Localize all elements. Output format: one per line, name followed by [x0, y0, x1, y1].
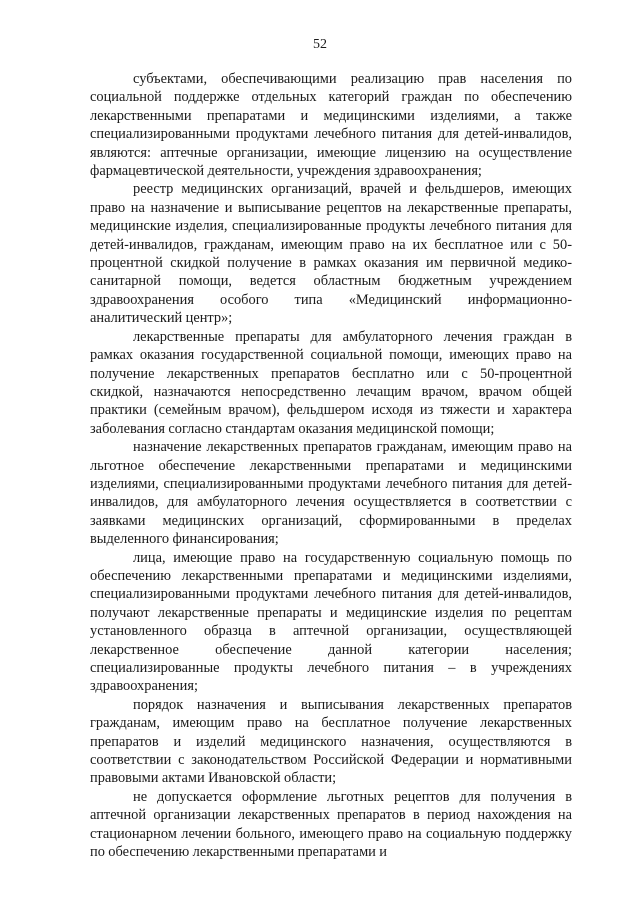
paragraph: назначение лекарственных препаратов гражданам, имеющим право на льготное обеспечение лекарственными препаратами и медицинскими изделиями, специализированными продуктами лечебного питания для детей-инвалидов, для амбулаторного лечения осуществляется в соответствии с заявками медицинских организаций, сформированными в пределах выделенного финансирования; — [90, 439, 572, 548]
paragraph: реестр медицинских организаций, врачей и фельдшеров, имеющих право на назначение и выписывание рецептов на лекарственные препараты, медицинские изделия, специализированные продукты лечебного питания для детей-инвалидов, гражданам, имеющим право на их бесплатное или с 50-процентной скидкой получение в рамках оказания им первичной медико-санитарной помощи, ведется областным бюджетным учреждением здравоохранения особого типа «Медицинский информационно-аналитический центр»; — [90, 181, 572, 327]
body-text — [90, 70, 572, 861]
paragraph: порядок назначения и выписывания лекарственных препаратов гражданам, имеющим право на бесплатное получение лекарственных препаратов и изделий медицинского назначения, осуществляются в соответствии с законодательством Российской Федерации и нормативными правовыми актами Ивановской области; — [90, 696, 572, 787]
paragraph: лекарственные препараты для амбулаторного лечения граждан в рамках оказания государственной социальной помощи, имеющих право на получение лекарственных препаратов бесплатно или с 50-процентной скидкой, назначаются непосредственно лечащим врачом, врачом общей практики (семейным врачом), фельдшером исходя из тяжести и характера заболевания согласно стандартам оказания медицинской помощи; — [90, 328, 572, 437]
paragraph: субъектами, обеспечивающими реализацию прав населения по социальной поддержке отдельных категорий граждан по обеспечению лекарственными препаратами и медицинскими изделиями, а также специализированными продуктами лечебного питания для детей-инвалидов, являются: аптечные организации, имеющие лицензию на осуществление фармацевтической деятельности, учреждения здравоохранения; — [90, 71, 572, 180]
paragraph: лица, имеющие право на государственную социальную помощь по обеспечению лекарственными препаратами и медицинскими изделиями, специализированными продуктами лечебного питания для детей-инвалидов, получают лекарственные препараты и медицинские изделия по рецептам установленного образца в аптечной организации, осуществляющей лекарственное обеспечение данной категории населения; специализированные продукты лечебного питания – в учреждениях здравоохранения; — [90, 549, 572, 695]
paragraph: не допускается оформление льготных рецептов для получения в аптечной организации лекарственных препаратов в период нахождения на стационарном лечении больного, имеющего право на социальную поддержку по обеспечению лекарственными препаратами и — [90, 788, 572, 861]
page-number: 52 — [313, 37, 327, 52]
